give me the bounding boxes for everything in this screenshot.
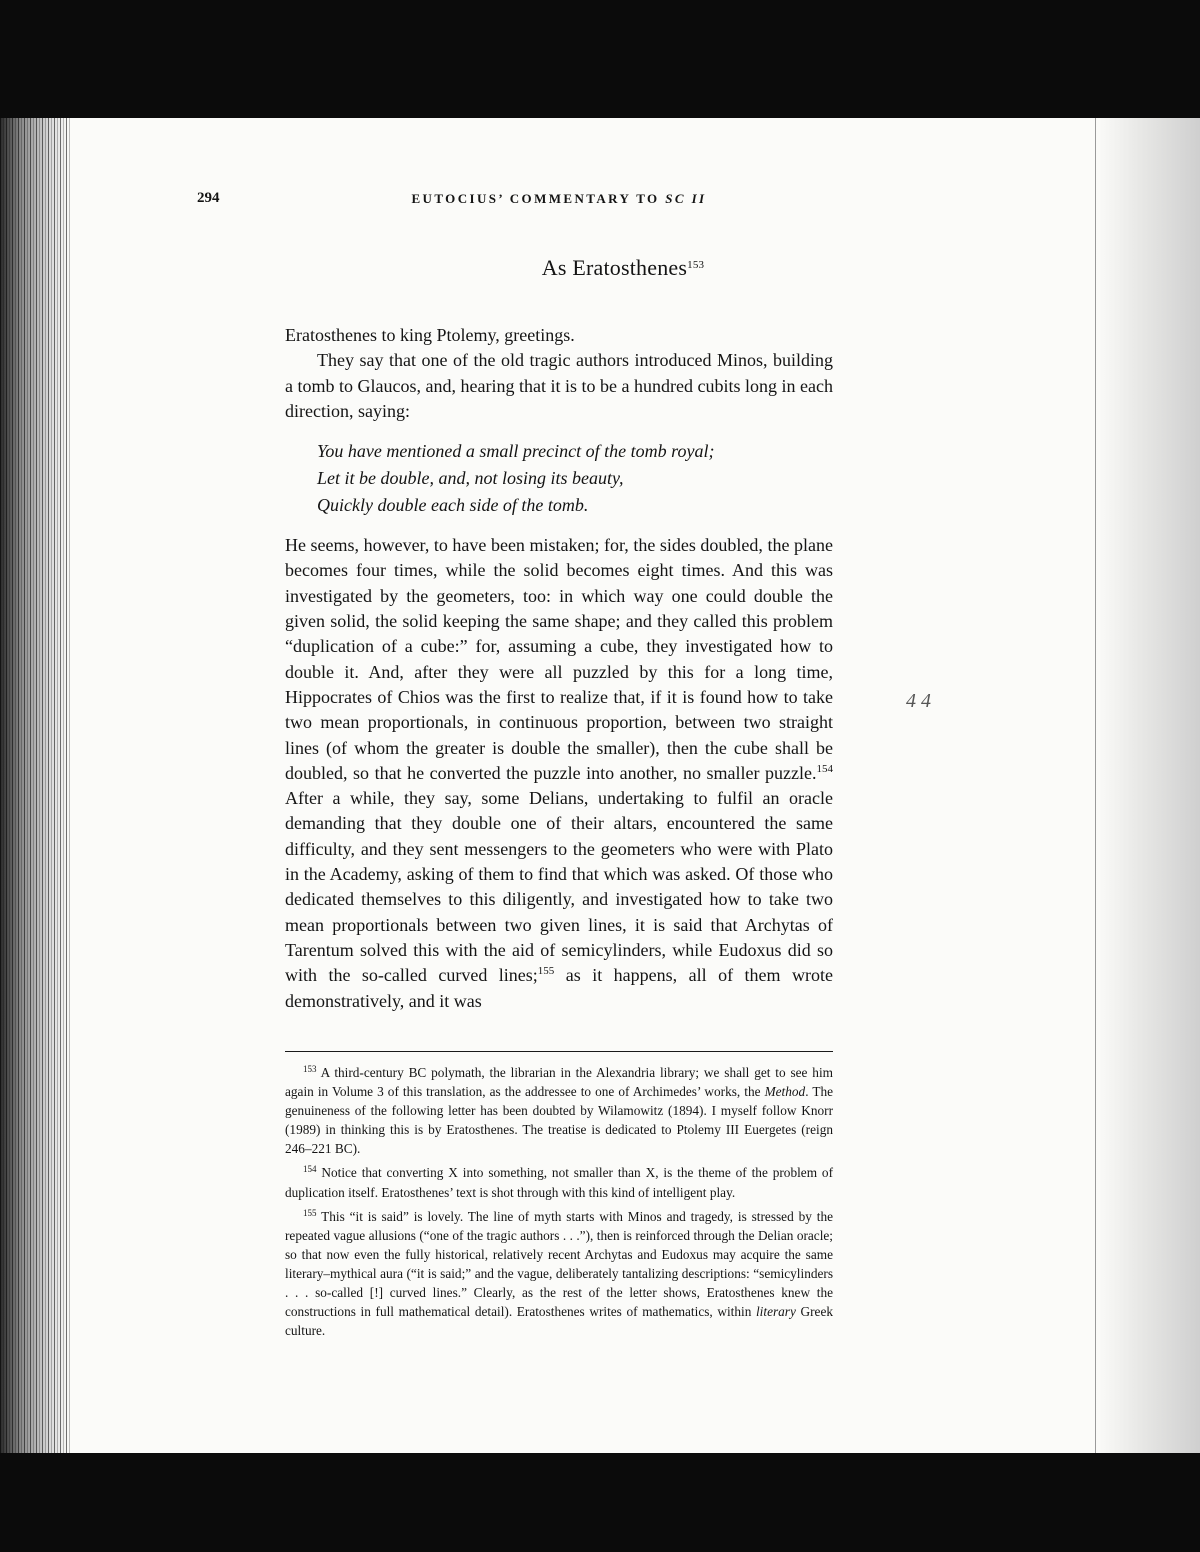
salutation: Eratosthenes to king Ptolemy, greetings. — [285, 325, 575, 345]
paragraph-2-part-c: as it happens, all of them wrote demonstratively, and it was — [285, 965, 833, 1011]
page-content — [0, 118, 1200, 1453]
running-title-text: EUTOCIUS’ COMMENTARY TO — [411, 191, 660, 206]
footnote-num-155: 155 — [303, 1207, 317, 1218]
paragraph-2-part-a: He seems, however, to have been mistaken; for, the sides doubled, the plane becomes four times, while the solid becomes eight times. And this was investigated by the geometers, too: in which way one could double the given solid, the solid keeping the same shape; and they called this problem “duplication of a cube:” for, assuming a cube, they investigated how to double it. And, after they were all puzzled by this for a long time, Hippocrates of Chios was the first to realize that, if it is found how to take two mean proportionals, in continuous proportion, between two straight lines (of whom the greater is double the smaller), then the cube shall be doubled, so that he converted the puzzle into another, no smaller puzzle. — [285, 535, 833, 783]
footnote-ref-155[interactable]: 155 — [537, 965, 555, 978]
footnotes — [285, 1063, 833, 1345]
footnote-155-text-b: Greek culture. — [285, 1304, 833, 1339]
section-title-text: As Eratosthenes — [541, 255, 688, 280]
verse-quote — [317, 438, 833, 519]
section-title — [285, 255, 961, 281]
footnote-153 — [285, 1063, 833, 1158]
running-title-ref: SC II — [665, 191, 707, 206]
verse-line-1: You have mentioned a small precinct of the tomb royal; — [317, 441, 715, 462]
page-number: 294 — [197, 190, 220, 206]
paragraph-2 — [285, 533, 833, 1014]
verse-line-3: Quickly double each side of the tomb. — [317, 495, 589, 516]
footnote-155 — [285, 1207, 833, 1341]
footnote-ref-154[interactable]: 154 — [816, 762, 833, 775]
paragraph-1: They say that one of the old tragic authors introduced Minos, building a tomb to Glaucos, and, hearing that it is to be a hundred cubits long in each direction, saying: — [285, 350, 833, 421]
running-head — [0, 190, 1200, 214]
footnote-153-text-b: . The genuineness of the following letter has been doubted by Wilamowitz (1894). I myself follow Knorr (1989) in thinking this is by Eratosthenes. The treatise is dedicated to Ptolemy III Euergetes (reign 246–221 BC). — [285, 1084, 833, 1157]
footnote-num-154: 154 — [303, 1164, 317, 1175]
footnote-154 — [285, 1163, 833, 1201]
footnote-154-text: Notice that converting X into something, not smaller than X, is the theme of the problem of duplication itself. Eratosthenes’ text is shot through with this kind of intelligent play. — [285, 1165, 833, 1200]
running-title — [285, 191, 833, 207]
footnote-155-text-a: This “it is said” is lovely. The line of myth starts with Minos and tragedy, is stressed by the repeated vague allusions (“one of the tragic authors . . .”), then is reinforced through the Delian oracle; so that now even the fully historical, relatively recent Archytas and Eudoxus may acquire the same literary–mythical aura (“it is said;” and the vague, deliberately tantalizing descriptions: “semicylinders . . . so-called [!] curved lines.” Clearly, as the rest of the letter shows, Eratosthenes knew the constructions in full mathematical detail). Eratosthenes writes of mathematics, within — [285, 1208, 833, 1320]
footnote-num-153: 153 — [303, 1064, 317, 1074]
footnote-rule — [285, 1051, 833, 1052]
paragraph-2-part-b: After a while, they say, some Delians, undertaking to fulfil an oracle demanding that they double one of their altars, encountered the same difficulty, and they sent messengers to the geometers who were with Plato in the Academy, asking of them to find that which was asked. Of those who dedicated themselves to this diligently, and investigated how to take two mean proportionals between two given lines, it is said that Archytas of Tarentum solved this with the aid of semicylinders, while Eudoxus did so with the so-called curved lines; — [285, 788, 833, 986]
verse-line-2: Let it be double, and, not losing its beauty, — [317, 468, 624, 489]
book-page — [0, 118, 1200, 1453]
body-text — [285, 323, 833, 1014]
footnote-153-text-a: A third-century BC polymath, the librarian in the Alexandria library; we shall get to see him again in Volume 3 of this translation, as the addressee to one of Archimedes’ works, the — [285, 1065, 833, 1100]
footnote-ref-153[interactable]: 153 — [687, 259, 705, 271]
footnote-153-emphasis: Method — [764, 1084, 806, 1100]
footnote-155-emphasis: literary — [755, 1304, 796, 1320]
margin-annotation: 4 4 — [906, 690, 931, 712]
